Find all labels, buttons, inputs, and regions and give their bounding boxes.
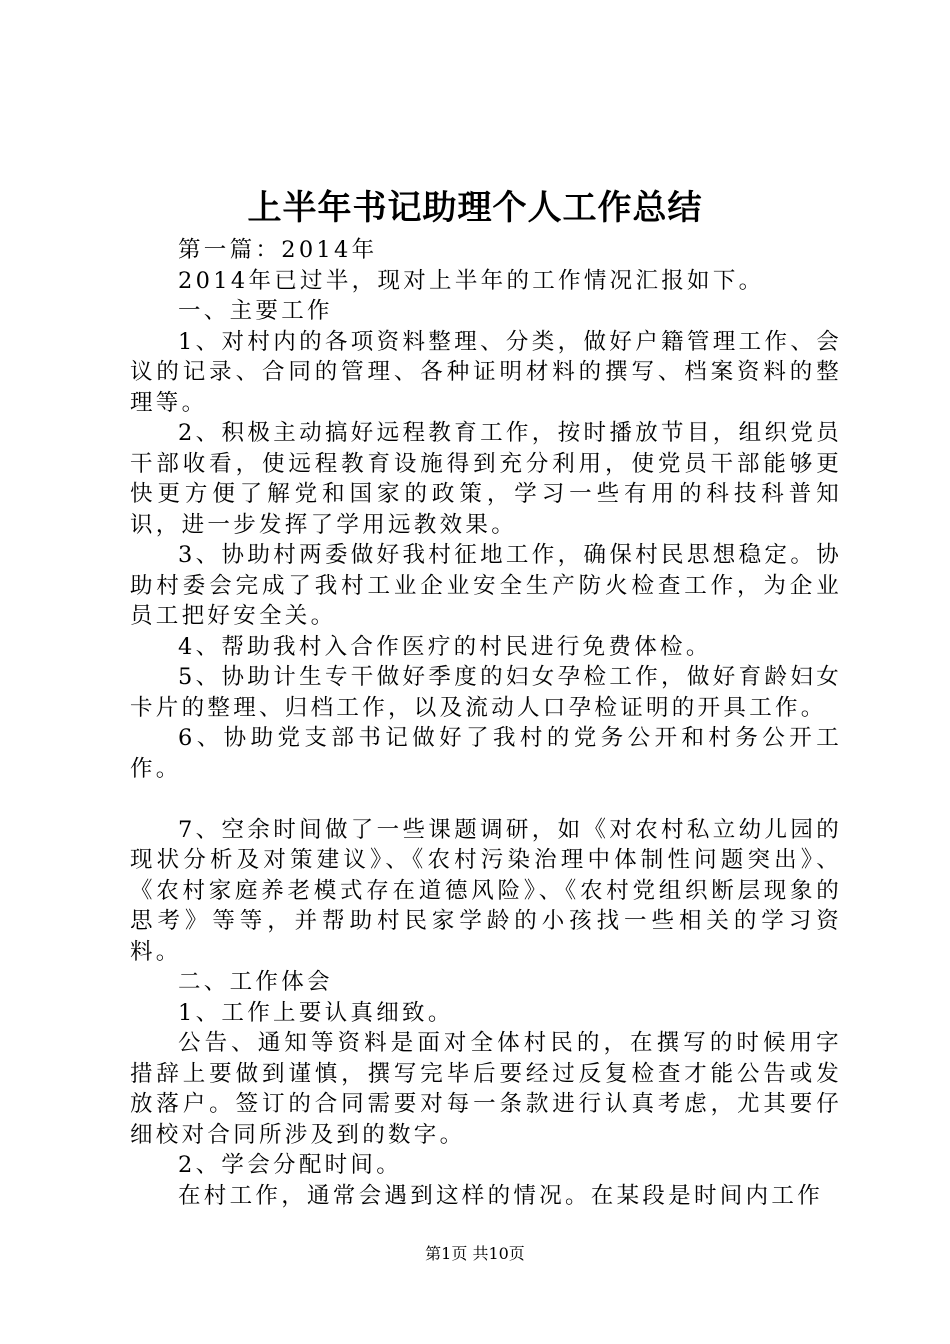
document-title: 上半年书记助理个人工作总结 — [247, 188, 703, 228]
paragraph: 1、工作上要认真细致。 — [178, 999, 454, 1026]
paragraph: 3、协助村两委做好我村征地工作，确保村民思想稳定。协助村委会完成了我村工业企业安全生产防火检查工作，为企业员工把好安全关。 — [130, 542, 842, 629]
section-heading: 二、工作体会 — [178, 969, 333, 995]
paragraph: 5、协助计生专干做好季度的妇女孕检工作，做好育龄妇女卡片的整理、归档工作，以及流动人口孕检证明的开具工作。 — [130, 664, 842, 721]
paragraph: 2、学会分配时间。 — [178, 1152, 403, 1178]
section-heading: 一、主要工作 — [178, 298, 333, 324]
paragraph: 2、积极主动搞好远程教育工作，按时播放节目，组织党员干部收看，使远程教育设施得到充分利用，使党员干部能够更快更方便了解党和国家的政策，学习一些有用的科技科普知识，进一步发挥了学用远教效果。 — [130, 420, 842, 538]
paragraph: 1、对村内的各项资料整理、分类，做好户籍管理工作、会议的记录、合同的管理、各种证明材料的撰写、档案资料的整理等。 — [130, 328, 842, 416]
paragraph: 4、帮助我村入合作医疗的村民进行免费体检。 — [178, 633, 712, 660]
paragraph: 7、空余时间做了一些课题调研，如《对农村私立幼儿园的现状分析及对策建议》、《农村污染治理中体制性问题突出》、《农村家庭养老模式存在道德风险》、《农村党组织断层现象的思考》等等，并帮助村民家学龄的小孩找一些相关的学习资料。 — [130, 816, 842, 965]
document-body — [130, 235, 842, 1211]
paragraph: 在村工作，通常会遇到这样的情况。在某段是时间内工作 — [178, 1182, 824, 1209]
page-footer: 第1页 共10页 — [425, 1244, 525, 1263]
paragraph: 6、协助党支部书记做好了我村的党务公开和村务公开工作。 — [130, 725, 842, 782]
paragraph: 2014年已过半，现对上半年的工作情况汇报如下。 — [178, 267, 765, 294]
paragraph: 公告、通知等资料是面对全体村民的，在撰写的时候用字措辞上要做到谨慎，撰写完毕后要经过反复检查才能公告或发放落户。签订的合同需要对每一条款进行认真考虑，尤其要仔细校对合同所涉及到的数字。 — [130, 1030, 842, 1148]
paragraph: 第一篇：2014年 — [178, 237, 378, 263]
